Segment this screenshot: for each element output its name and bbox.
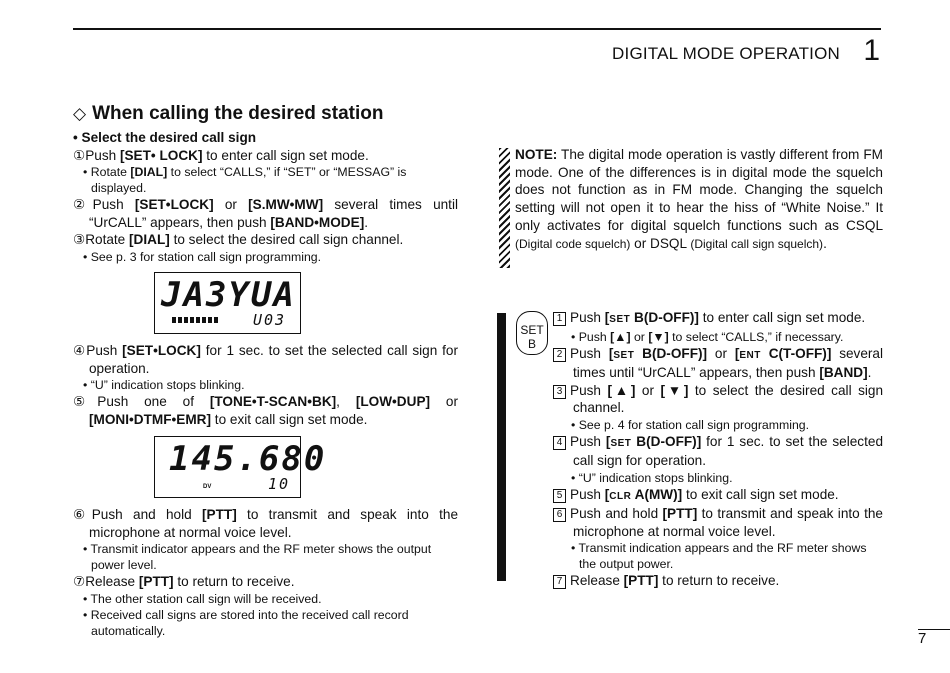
chapter-number: 1 bbox=[863, 34, 880, 67]
mic-step-5: 5 Push [CLR A(MW)] to exit call sign set mode. bbox=[553, 486, 883, 506]
note-hatch-marker bbox=[499, 148, 510, 268]
step-4-note: • “U” indication stops blinking. bbox=[83, 378, 245, 392]
right-column bbox=[553, 309, 883, 590]
note-block: NOTE: The digital mode operation is vastly different from FM mode. One of the differences is in digital mode the squelch does not function as in FM mode. Changing the squelch setting will not open it to hear the hiss of “White Noise.” It only activates for digital squelch functions such as CSQL (Digital code squelch) or DSQL (Digital call sign squelch). bbox=[515, 147, 883, 251]
mic-step-1-note: • Push [▲] or [▼] to select “CALLS,” if necessary. bbox=[571, 329, 844, 344]
chapter-title: DIGITAL MODE OPERATION bbox=[612, 44, 840, 63]
step-7-note-1: • The other station call sign will be received. bbox=[83, 591, 322, 606]
step-2: ②Push [SET•LOCK] or [S.MW•MW] several times until “UrCALL” appears, then push [BAND•MODE]. bbox=[73, 197, 459, 230]
left-column-bottom bbox=[73, 506, 458, 639]
step-4: ④Push [SET•LOCK] for 1 sec. to set the selected call sign for operation. bbox=[73, 343, 459, 376]
lcd-memory-text: 10 bbox=[268, 475, 291, 493]
mic-step-3-note: • See p. 4 for station call sign programming. bbox=[571, 417, 810, 432]
lcd-display-callsign bbox=[154, 272, 301, 334]
section-title: ◇ When calling the desired station bbox=[73, 103, 384, 124]
step-3: ③Rotate [DIAL] to select the desired call sign channel. bbox=[73, 232, 404, 247]
lcd-channel-text: U03 bbox=[253, 311, 287, 329]
lcd-dv-indicator: DV bbox=[203, 484, 212, 490]
lcd-meter-bar bbox=[172, 317, 218, 323]
mic-step-4: 4 Push [SET B(D-OFF)] for 1 sec. to set the selected call sign for operation. bbox=[553, 433, 883, 470]
side-bar-marker bbox=[497, 313, 506, 581]
lcd-display-frequency bbox=[154, 436, 327, 498]
step-6: ⑥Push and hold [PTT] to transmit and speak into the microphone at normal voice level. bbox=[73, 507, 459, 540]
lcd-frequency-text: 145.680 bbox=[169, 439, 327, 479]
mic-step-6-note: • Transmit indication appears and the RF meter shows the output power. bbox=[571, 541, 867, 571]
step-1: ①Push [SET• LOCK] to enter call sign set mode. bbox=[73, 147, 369, 163]
header-rule bbox=[73, 28, 881, 30]
set-key-icon: SET B bbox=[516, 311, 548, 355]
mic-step-6: 6 Push and hold [PTT] to transmit and speak into the microphone at normal voice level. bbox=[553, 505, 883, 540]
step-1-note: • Rotate [DIAL] to select “CALLS,” if “SET” or “MESSAG” is displayed. bbox=[83, 165, 407, 195]
step-5: ⑤Push one of [TONE•T-SCAN•BK], [LOW•DUP] or [MONI•DTMF•EMR] to exit call sign set mode. bbox=[73, 394, 458, 427]
step-7-note-2: • Received call signs are stored into the received call record automatically. bbox=[83, 607, 409, 638]
left-column-mid bbox=[73, 342, 458, 428]
page-number: 7 bbox=[918, 630, 927, 647]
left-column bbox=[73, 129, 458, 265]
subheading: • Select the desired call sign bbox=[73, 130, 257, 145]
step-6-note: • Transmit indicator appears and the RF meter shows the output power level. bbox=[83, 542, 432, 572]
mic-step-4-note: • “U” indication stops blinking. bbox=[571, 470, 733, 485]
mic-step-2: 2 Push [SET B(D-OFF)] or [ENT C(T-OFF)] several times until “UrCALL” appears, then push [BAND]. bbox=[553, 345, 883, 382]
step-7: ⑦Release [PTT] to return to receive. bbox=[73, 574, 295, 589]
diamond-icon: ◇ bbox=[73, 104, 87, 123]
mic-step-3: 3 Push [▲] or [▼] to select the desired call sign channel. bbox=[553, 382, 883, 417]
step-3-note: • See p. 3 for station call sign programming. bbox=[83, 249, 322, 264]
mic-step-1: 1 Push [SET B(D-OFF)] to enter call sign set mode. bbox=[553, 309, 883, 329]
mic-step-7: 7 Release [PTT] to return to receive. bbox=[553, 572, 883, 590]
lcd-callsign-text: JA3YUA bbox=[161, 275, 296, 315]
